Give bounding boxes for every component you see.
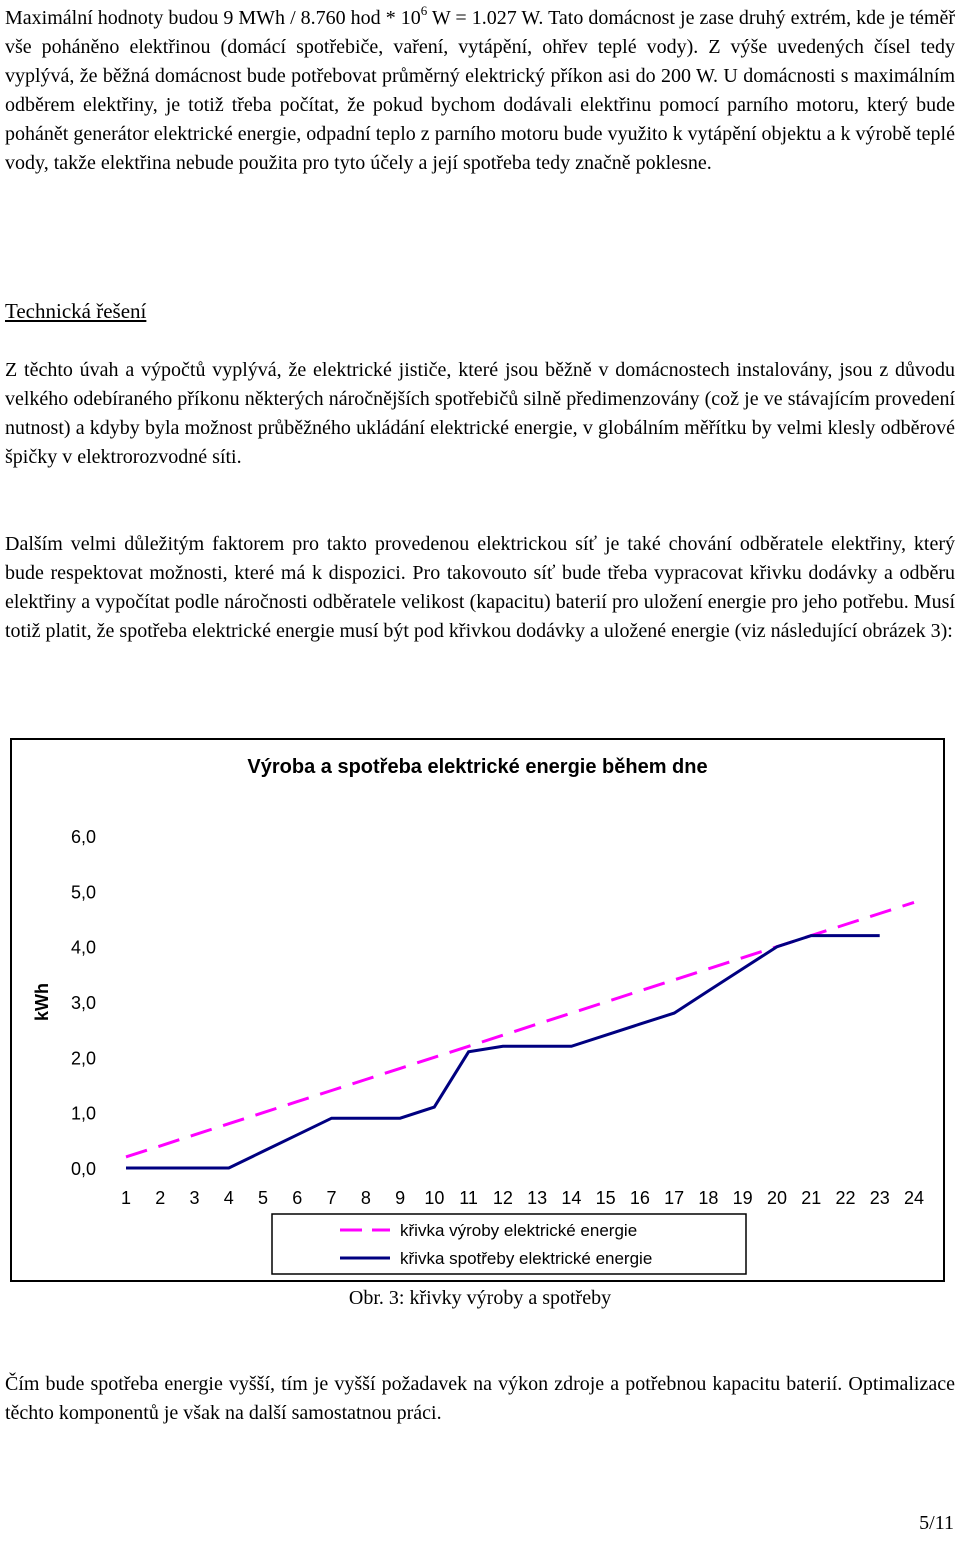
paragraph-1-text-a: Maximální hodnoty budou 9 MWh / 8.760 hod * 10	[5, 7, 421, 29]
x-tick-label: 21	[801, 1188, 822, 1208]
x-tick-label: 4	[223, 1188, 234, 1208]
x-tick-label: 3	[189, 1188, 200, 1208]
paragraph-1-text-b: W = 1.027 W. Tato domácnost je zase druhý extrém, kde je téměř vše poháněno elektřinou (domácí spotřebiče, vaření, vytápění, ohřev teplé vody). Z výše uvedených čísel tedy vyplývá, že běžná domácnost bude potřebovat průměrný elektrický příkon asi do 200 W. U domácnosti s maximálním odběrem elektřiny, je totiž třeba počítat, že pokud bychom dodávali elektřinu pomocí parního motoru, který bude pohánět generátor elektrické energie, odpadní teplo z parního motoru bude využito k vytápění objektu a k výrobě teplé vody, takže elektřina nebude použita pro tyto účely a její spotřeba tedy značně poklesne.	[5, 7, 955, 174]
x-tick-label: 12	[492, 1188, 513, 1208]
page-number: 5/11	[919, 1512, 954, 1534]
x-tick-label: 18	[698, 1188, 719, 1208]
legend-label-2: křivka spotřeby elektrické energie	[400, 1249, 653, 1268]
x-tick-label: 13	[527, 1188, 548, 1208]
figure-caption: Obr. 3: křivky výroby a spotřeby	[348, 1287, 612, 1309]
x-tick-label: 2	[155, 1188, 166, 1208]
x-tick-label: 8	[360, 1188, 371, 1208]
y-tick-label: 5,0	[70, 882, 96, 903]
y-axis-label: kWh	[32, 983, 52, 1021]
y-tick-label: 0,0	[70, 1159, 96, 1179]
x-tick-label: 14	[561, 1188, 582, 1208]
y-tick-label: 3,0	[70, 993, 96, 1013]
x-tick-label: 17	[664, 1188, 685, 1208]
x-tick-label: 5	[258, 1188, 269, 1208]
x-tick-label: 20	[766, 1188, 787, 1208]
x-tick-label: 9	[395, 1188, 406, 1208]
x-tick-label: 22	[835, 1188, 856, 1208]
x-tick-label: 11	[459, 1188, 478, 1208]
paragraph-2: Z těchto úvah a výpočtů vyplývá, že elektrické jističe, které jsou běžně v domácnostech instalovány, jsou z důvodu velkého odebíraného příkonu některých náročnějších spotřebičů silně předimenzovány (což je ve stávajícím provedení nutnost) a kdyby byla možnost průběžného ukládání elektrické energie, v globálním měřítku by velmi klesly odběrové špičky v elektrorozvodné síti.	[5, 359, 955, 468]
y-tick-label: 4,0	[70, 937, 96, 958]
x-tick-label: 19	[732, 1188, 753, 1208]
paragraph-3: Dalším velmi důležitým faktorem pro takto provedenou elektrickou síť je také chování odběratele elektřiny, který bude respektovat možnosti, které má k dispozici. Pro takovouto síť bude třeba vypracovat křivku dodávky a odběru elektřiny a vypočítat podle náročnosti odběratele velikost (kapacitu) baterií pro uložení energie pro jeho potřebu. Musí totiž platit, že spotřeba elektrické energie musí být pod křivkou dodávky a uložené energie (viz následující obrázek 3):	[5, 533, 955, 642]
paragraph-1-exponent: 6	[420, 3, 428, 18]
x-tick-label: 24	[903, 1188, 925, 1208]
y-tick-label: 1,0	[70, 1103, 96, 1124]
x-tick-label: 15	[595, 1188, 616, 1208]
legend-label-1: křivka výroby elektrické energie	[400, 1221, 638, 1240]
paragraph-4: Čím bude spotřeba energie vyšší, tím je vyšší požadavek na výkon zdroje a potřebnou kapacitu baterií. Optimalizace těchto komponentů je však na další samostatnou práci.	[5, 1373, 955, 1424]
section-heading: Technická řešení	[5, 299, 147, 323]
x-tick-label: 7	[326, 1188, 337, 1208]
x-tick-label: 1	[120, 1188, 132, 1208]
x-tick-label: 10	[424, 1188, 445, 1208]
series-line-2	[126, 936, 880, 1168]
y-tick-label: 6,0	[70, 827, 96, 847]
x-tick-label: 6	[292, 1188, 303, 1208]
x-tick-label: 23	[869, 1188, 890, 1208]
x-tick-label: 16	[629, 1188, 650, 1208]
y-tick-label: 2,0	[70, 1048, 96, 1069]
chart-title: Výroba a spotřeba elektrické energie během dne	[247, 756, 708, 778]
